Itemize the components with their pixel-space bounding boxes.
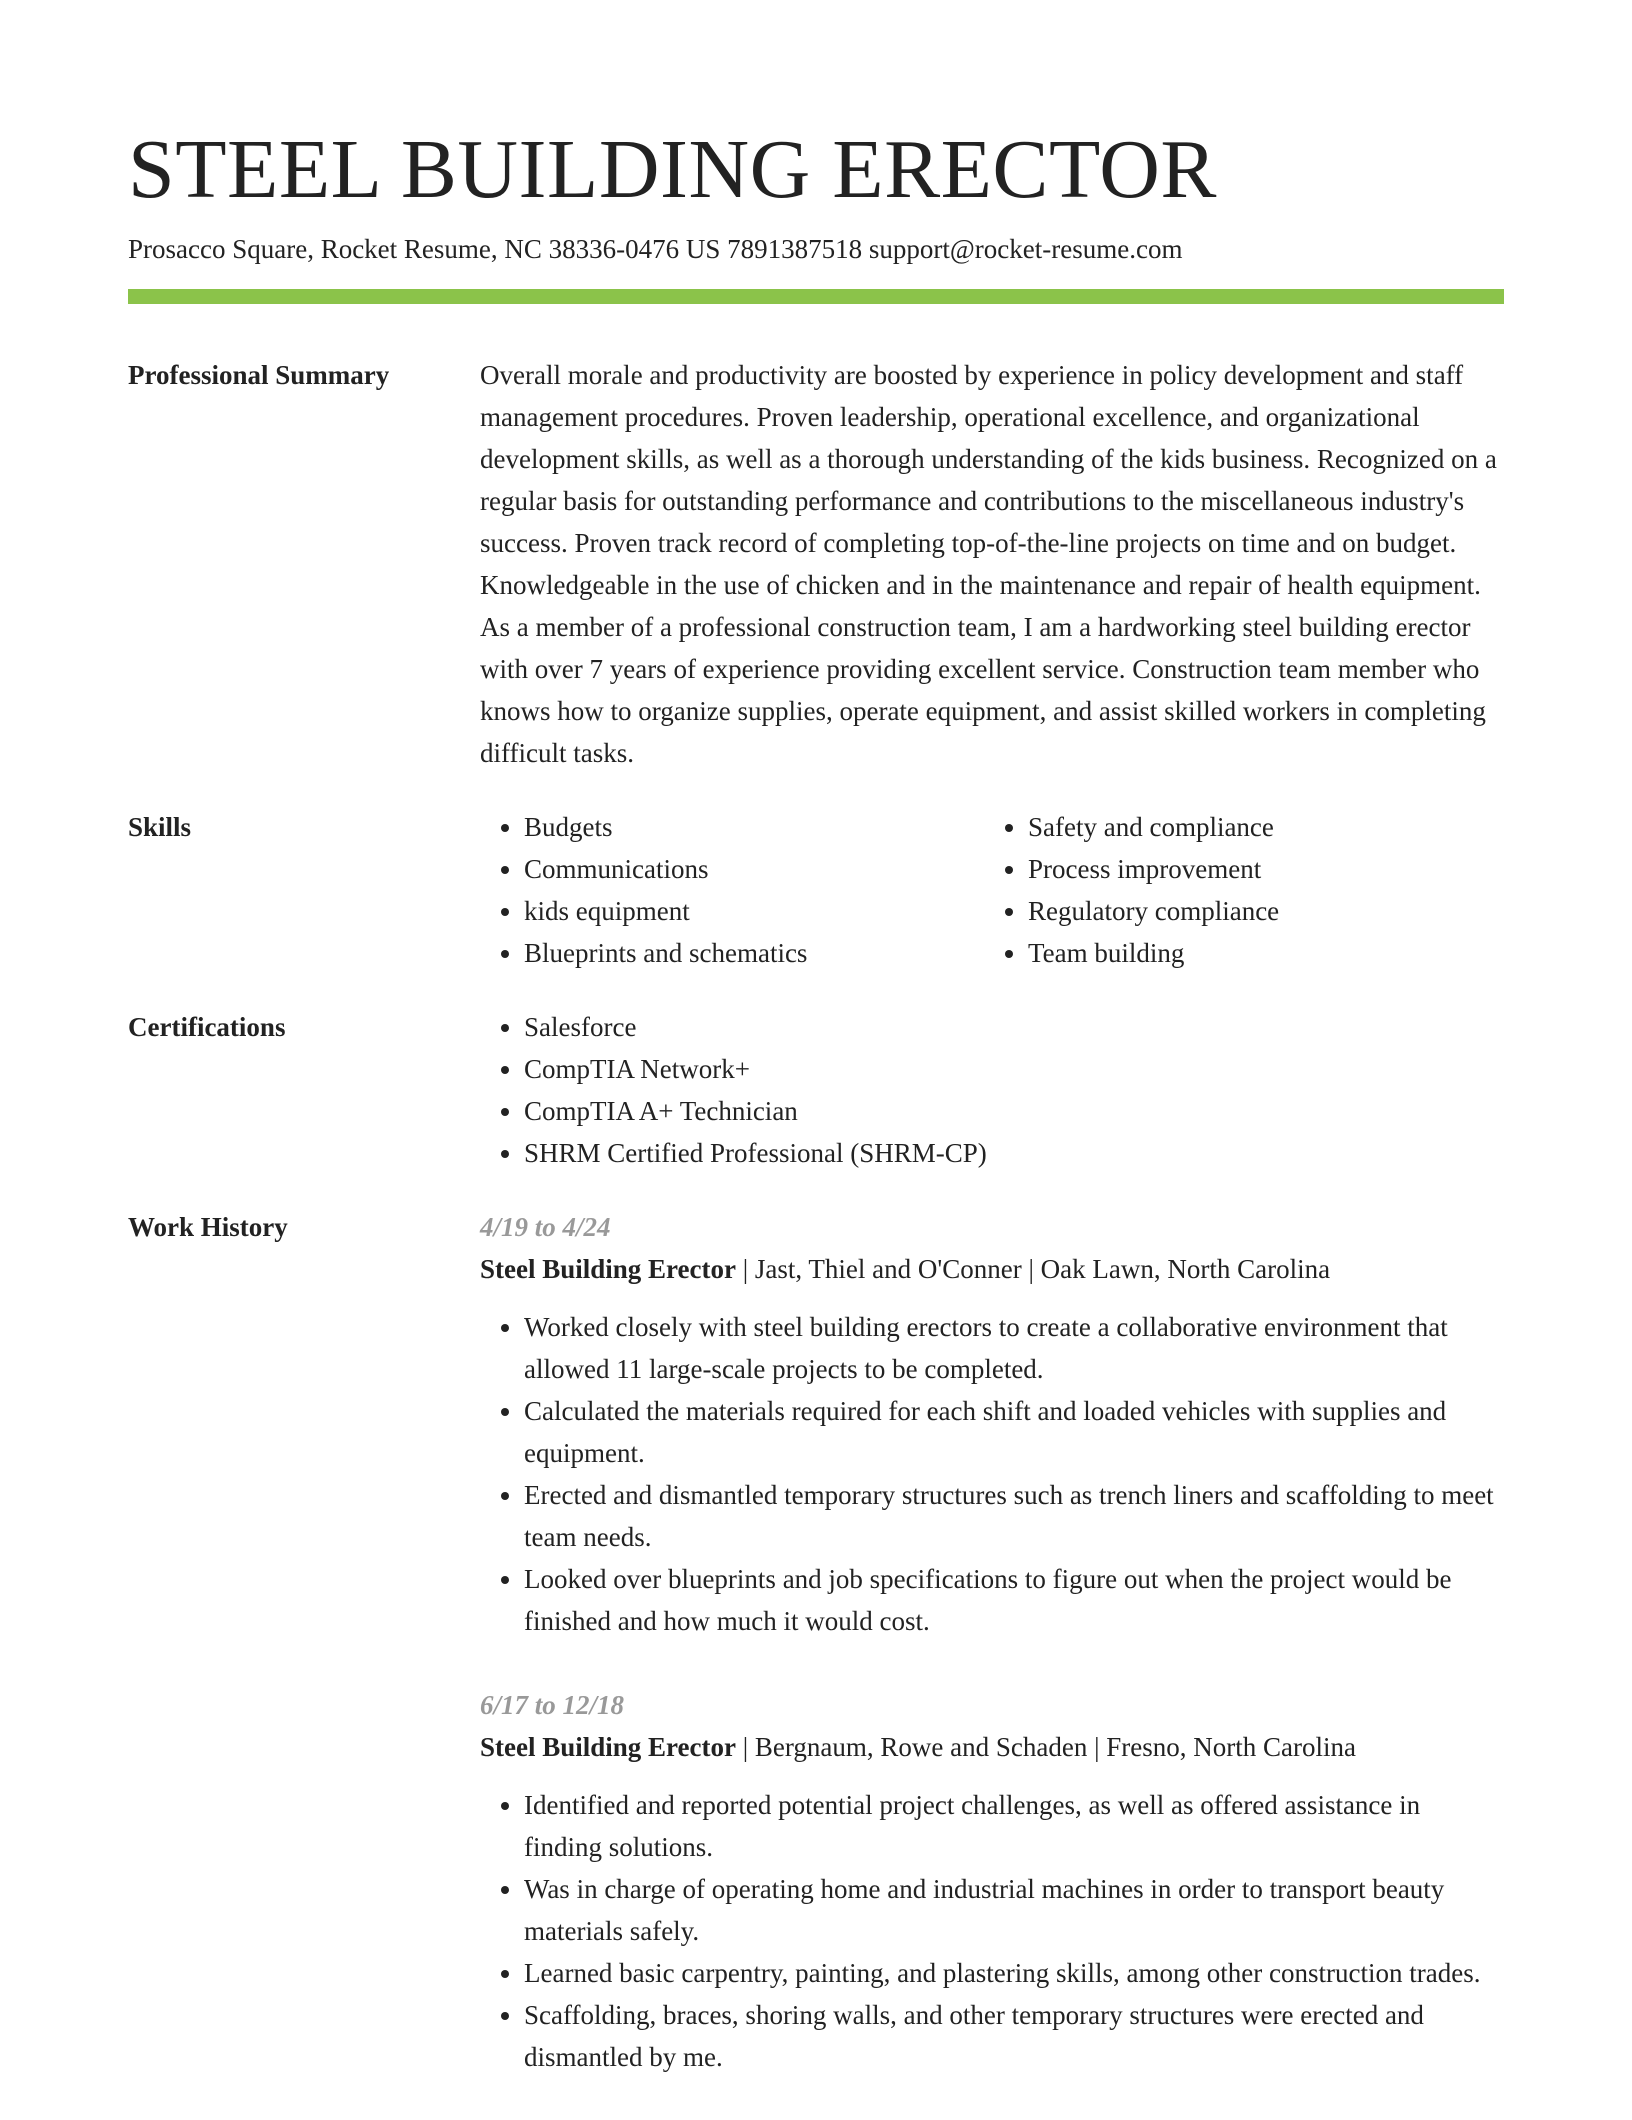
job-heading [480, 1726, 1504, 1768]
job-bullet: • Erected and dismantled temporary structures such as trench liners and scaffolding to meet team needs. [524, 1474, 1504, 1558]
job-bullet: • Scaffolding, braces, shoring walls, and other temporary structures were erected and dismantled by me. [524, 1994, 1504, 2078]
job-bullet: • Worked closely with steel building erectors to create a collaborative environment that allowed 11 large-scale projects to be completed. [524, 1306, 1504, 1390]
skill-item: • Budgets [524, 806, 984, 848]
skill-item: • Safety and compliance [1028, 806, 1488, 848]
job-bullet: • Calculated the materials required for each shift and loaded vehicles with supplies and equipment. [524, 1390, 1504, 1474]
phone: 7891387518 [727, 234, 863, 264]
skills-section [128, 806, 1504, 974]
summary-section [128, 354, 1504, 774]
job-title: Steel Building Erector [480, 1732, 736, 1762]
job-entry [480, 1206, 1504, 1642]
work-history-heading: Work History [128, 1212, 288, 1242]
skill-item: • Process improvement [1028, 848, 1488, 890]
certifications-section [128, 1006, 1504, 1174]
skills-list-left [480, 806, 984, 974]
job-bullet: • Identified and reported potential project challenges, as well as offered assistance in finding solutions. [524, 1784, 1504, 1868]
summary-text: Overall morale and productivity are boosted by experience in policy development and staff management procedures. Proven leadership, operational excellence, and organizational development skills, as well as a thorough understanding of the kids business. Recognized on a regular basis for outstanding performance and contributions to the miscellaneous industry's success. Proven track record of completing top-of-the-line projects on time and on budget. Knowledgeable in the use of chicken and in the maintenance and repair of health equipment. As a member of a professional construction team, I am a hardworking steel building erector with over 7 years of experience providing excellent service. Construction team member who knows how to organize supplies, operate equipment, and assist skilled workers in completing difficult tasks. [480, 360, 1497, 768]
certifications-heading: Certifications [128, 1012, 286, 1042]
job-dates: 4/19 to 4/24 [480, 1212, 611, 1242]
summary-heading: Professional Summary [128, 360, 390, 390]
certification-item: • CompTIA Network+ [524, 1048, 1504, 1090]
job-details: | Bergnaum, Rowe and Schaden | Fresno, North Carolina [736, 1732, 1356, 1762]
header-divider [128, 289, 1504, 304]
job-title: Steel Building Erector [480, 1254, 736, 1284]
certifications-list [480, 1006, 1504, 1174]
skills-heading: Skills [128, 812, 192, 842]
certification-item: • Salesforce [524, 1006, 1504, 1048]
skills-list-right [984, 806, 1488, 974]
certification-item: • SHRM Certified Professional (SHRM-CP) [524, 1132, 1504, 1174]
skill-item: • Blueprints and schematics [524, 932, 984, 974]
email: support@rocket-resume.com [868, 234, 1183, 264]
skill-item: • Regulatory compliance [1028, 890, 1488, 932]
skill-item: • kids equipment [524, 890, 984, 932]
work-history-section [128, 1206, 1504, 2120]
job-entry [480, 1684, 1504, 2078]
job-bullet: • Was in charge of operating home and industrial machines in order to transport beauty materials safely. [524, 1868, 1504, 1952]
resume-page [128, 118, 1504, 2120]
job-details: | Jast, Thiel and O'Conner | Oak Lawn, North Carolina [736, 1254, 1331, 1284]
certification-item: • CompTIA A+ Technician [524, 1090, 1504, 1132]
job-dates: 6/17 to 12/18 [480, 1690, 625, 1720]
job-bullets [480, 1306, 1504, 1642]
contact-line [128, 230, 1504, 268]
candidate-name: STEEL BUILDING ERECTOR [128, 123, 1217, 216]
job-heading [480, 1248, 1504, 1290]
job-bullets [480, 1784, 1504, 2078]
skill-item: • Communications [524, 848, 984, 890]
job-bullet: • Learned basic carpentry, painting, and plastering skills, among other construction trades. [524, 1952, 1504, 1994]
job-bullet: • Looked over blueprints and job specifications to figure out when the project would be finished and how much it would cost. [524, 1558, 1504, 1642]
skill-item: • Team building [1028, 932, 1488, 974]
address: Prosacco Square, Rocket Resume, NC 38336-0476 US [128, 234, 721, 264]
